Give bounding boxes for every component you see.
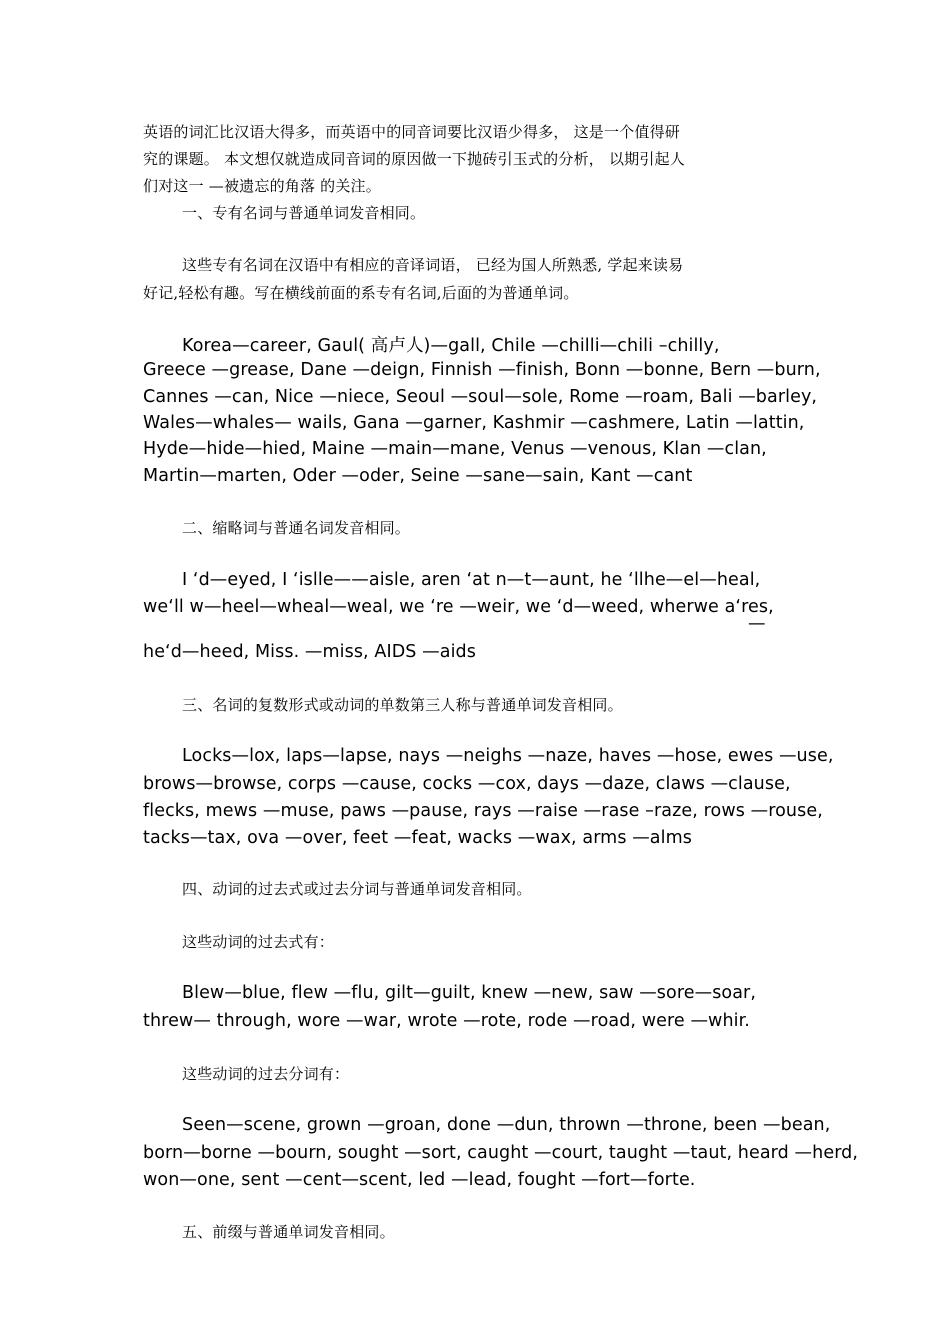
- example-line: Locks—lox, laps—lapse, nays —neighs —naze, haves —hose, ewes —use,: [182, 746, 834, 766]
- subheading: 这些动词的过去分词有：: [182, 1065, 350, 1083]
- intro-line: 究的课题。 本文想仅就造成同音词的原因做一下抛砖引玉式的分析， 以期引起人: [143, 150, 685, 168]
- example-line: born—borne —bourn, sought —sort, caught —court, taught —taut, heard —herd,: [143, 1143, 859, 1163]
- example-line: we‘ll w—heel—wheal—weal, we ‘re —weir, we ‘d—weed, wherwe a‘res,: [143, 597, 774, 617]
- dash-fragment: —: [748, 614, 766, 634]
- example-line: he‘d—heed, Miss. —miss, AIDS —aids: [143, 642, 476, 662]
- subheading: 这些动词的过去式有：: [182, 933, 335, 951]
- section-heading: 四、动词的过去式或过去分词与普通单词发音相同。: [182, 880, 532, 898]
- example-line: Korea—career, Gaul( 高卢人)—gall, Chile —chilli—chili –chilly,: [182, 336, 720, 356]
- example-line: flecks, mews —muse, paws —pause, rays —raise —rase –raze, rows —rouse,: [143, 801, 823, 821]
- example-line: threw— through, wore —war, wrote —rote, rode —road, were —whir.: [143, 1011, 750, 1031]
- section-heading: 五、前缀与普通单词发音相同。: [182, 1223, 395, 1241]
- paragraph-line: 这些专有名词在汉语中有相应的音译词语， 已经为国人所熟悉, 学起来读易: [182, 256, 684, 274]
- example-line: Hyde—hide—hied, Maine —main—mane, Venus —venous, Klan —clan,: [143, 439, 767, 459]
- example-line: Blew—blue, flew —flu, gilt—guilt, knew —new, saw —sore—soar,: [182, 983, 756, 1003]
- example-line: I ‘d—eyed, I ‘islle——aisle, aren ‘at n—t—aunt, he ‘llhe—el—heal,: [182, 570, 761, 590]
- section-heading: 三、名词的复数形式或动词的单数第三人称与普通单词发音相同。: [182, 696, 623, 714]
- section-heading: 二、缩略词与普通名词发音相同。: [182, 519, 411, 537]
- example-line: Wales—whales— wails, Gana —garner, Kashmir —cashmere, Latin —lattin,: [143, 413, 805, 433]
- intro-line: 英语的词汇比汉语大得多，而英语中的同音词要比汉语少得多， 这是一个值得研: [143, 123, 680, 141]
- example-line: Seen—scene, grown —groan, done —dun, thrown —throne, been —bean,: [182, 1115, 831, 1135]
- example-line: Cannes —can, Nice —niece, Seoul —soul—sole, Rome —roam, Bali —barley,: [143, 387, 818, 407]
- section-heading: 一、专有名词与普通单词发音相同。: [182, 204, 426, 222]
- paragraph-line: 好记,轻松有趣。写在横线前面的系专有名词,后面的为普通单词。: [143, 284, 579, 302]
- example-line: tacks—tax, ova —over, feet —feat, wacks —wax, arms —alms: [143, 828, 692, 848]
- example-line: Greece —grease, Dane —deign, Finnish —finish, Bonn —bonne, Bern —burn,: [143, 360, 821, 380]
- example-line: brows—browse, corps —cause, cocks —cox, days —daze, claws —clause,: [143, 774, 791, 794]
- example-line: won—one, sent —cent—scent, led —lead, fought —fort—forte.: [143, 1170, 696, 1190]
- example-line: Martin—marten, Oder —oder, Seine —sane—sain, Kant —cant: [143, 466, 693, 486]
- intro-line: 们对这一 —被遗忘的角落 的关注。: [143, 177, 381, 195]
